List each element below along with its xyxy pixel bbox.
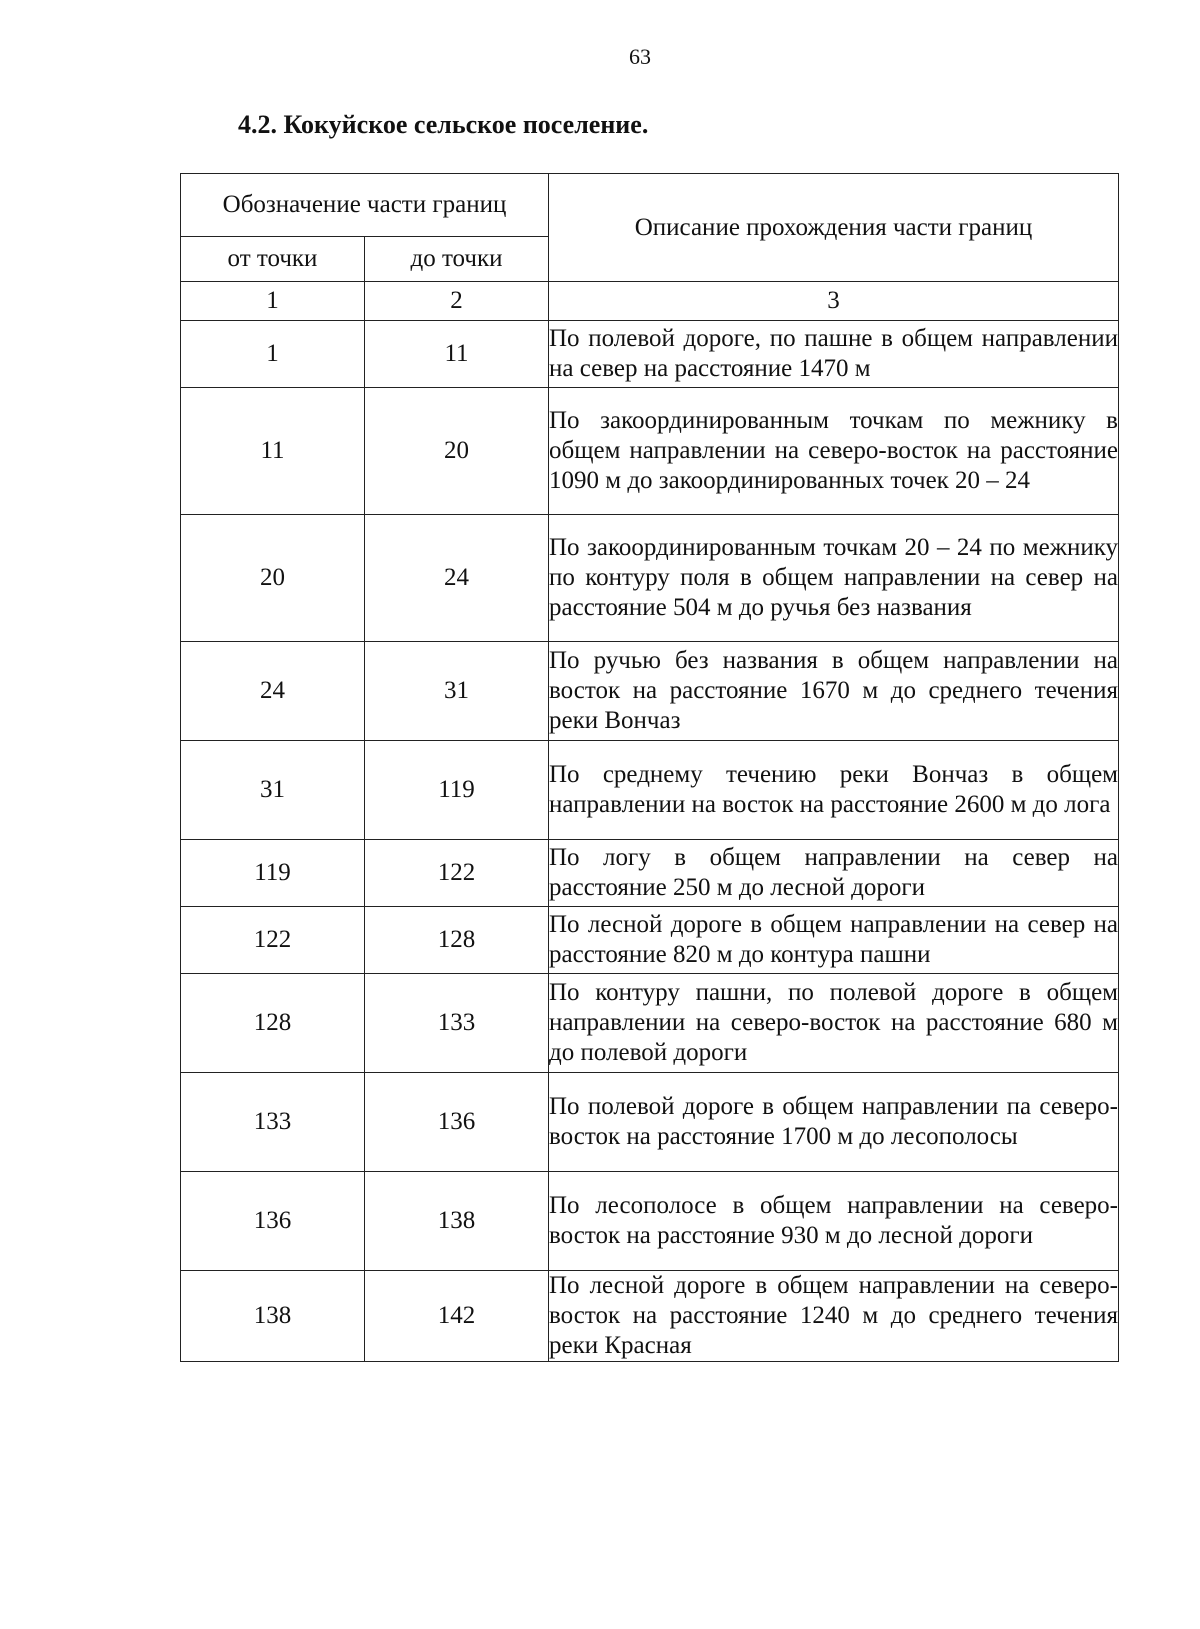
from-point: 136 [181,1172,365,1271]
boundary-description: По контуру пашни, по полевой дороге в общем направлении на северо-восток на расстояние 680 м до полевой дороги [549,974,1119,1073]
to-point: 24 [365,515,549,642]
table-row [181,840,1119,907]
to-point: 128 [365,907,549,974]
table-row [181,1073,1119,1172]
page-number: 63 [629,44,651,69]
header-description: Описание прохождения части границ [549,174,1119,282]
column-number-3: 3 [549,282,1119,321]
boundary-table [180,173,1119,1362]
boundary-description: По полевой дороге, по пашне в общем направлении на север на расстояние 1470 м [549,321,1119,388]
from-point: 11 [181,388,365,515]
table-row [181,1172,1119,1271]
section-title: 4.2. Кокуйское сельское поселение. [238,110,649,139]
boundary-description: По логу в общем направлении на север на расстояние 250 м до лесной дороги [549,840,1119,907]
from-point: 20 [181,515,365,642]
boundary-description: По среднему течению реки Вончаз в общем направлении на восток на расстояние 2600 м до лога [549,741,1119,840]
header-from-point: от точки [181,237,365,282]
from-point: 119 [181,840,365,907]
to-point: 20 [365,388,549,515]
from-point: 24 [181,642,365,741]
table-row [181,388,1119,515]
to-point: 31 [365,642,549,741]
from-point: 138 [181,1271,365,1362]
to-point: 138 [365,1172,549,1271]
boundary-description: По закоординированным точкам 20 – 24 по межнику по контуру поля в общем направлении на север на расстояние 504 м до ручья без названия [549,515,1119,642]
boundary-description: По закоординированным точкам по межнику в общем направлении на северо-восток на расстояние 1090 м до закоординированных точек 20 – 24 [549,388,1119,515]
from-point: 1 [181,321,365,388]
header-to-point: до точки [365,237,549,282]
to-point: 11 [365,321,549,388]
boundary-description: По полевой дороге в общем направлении па северо-восток на расстояние 1700 м до лесополосы [549,1073,1119,1172]
from-point: 31 [181,741,365,840]
to-point: 119 [365,741,549,840]
to-point: 133 [365,974,549,1073]
from-point: 133 [181,1073,365,1172]
table-row [181,515,1119,642]
table-row [181,642,1119,741]
table-row [181,1271,1119,1362]
boundary-description: По лесной дороге в общем направлении на северо-восток на расстояние 1240 м до среднего течения реки Красная [549,1271,1119,1362]
table-row [181,907,1119,974]
boundary-description: По лесополосе в общем направлении на северо-восток на расстояние 930 м до лесной дороги [549,1172,1119,1271]
to-point: 142 [365,1271,549,1362]
to-point: 122 [365,840,549,907]
column-number-1: 1 [181,282,365,321]
boundary-description: По ручью без названия в общем направлении на восток на расстояние 1670 м до среднего течения реки Вончаз [549,642,1119,741]
table-row [181,741,1119,840]
from-point: 128 [181,974,365,1073]
to-point: 136 [365,1073,549,1172]
header-boundary-part: Обозначение части границ [181,174,549,237]
table-row [181,974,1119,1073]
from-point: 122 [181,907,365,974]
table-row [181,321,1119,388]
column-number-2: 2 [365,282,549,321]
boundary-description: По лесной дороге в общем направлении на север на расстояние 820 м до контура пашни [549,907,1119,974]
